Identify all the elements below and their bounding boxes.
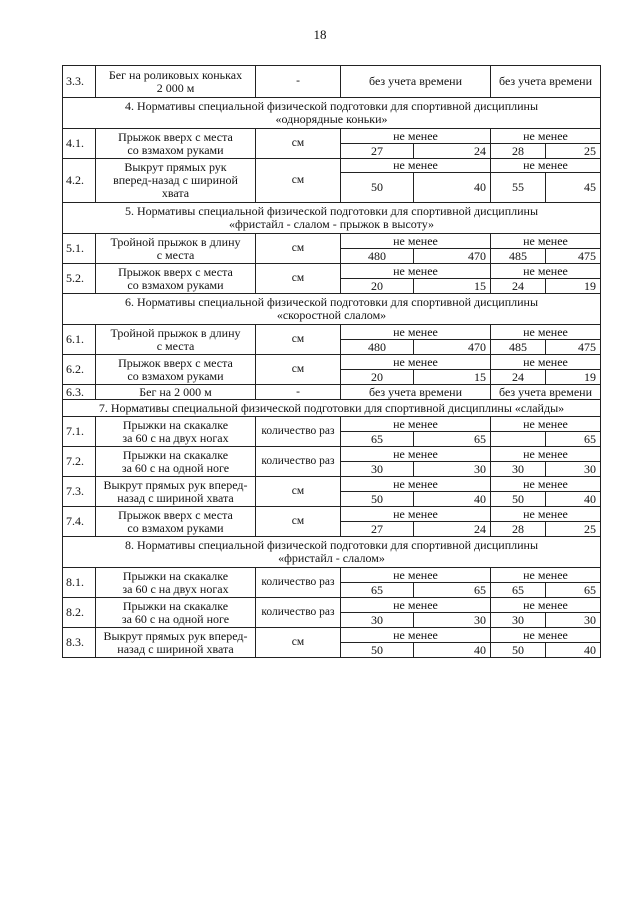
norm-value: 50 xyxy=(341,492,414,507)
table-row xyxy=(63,598,601,613)
exercise-name: Выкрут прямых рук вперед-назад с шириной хвата xyxy=(96,159,256,203)
exercise-name: Прыжок вверх с места со взмахом руками xyxy=(96,355,256,385)
section-header-row xyxy=(63,203,601,234)
norm-value: 470 xyxy=(414,249,491,264)
min-label: не менее xyxy=(491,507,601,522)
norm-value: 30 xyxy=(414,462,491,477)
unit: количество раз xyxy=(256,568,341,598)
norm-value: 485 xyxy=(491,340,546,355)
norm-value: 65 xyxy=(546,432,601,447)
table-row xyxy=(63,568,601,583)
exercise-name: Прыжок вверх с места со взмахом руками xyxy=(96,264,256,294)
norm-value: 30 xyxy=(546,613,601,628)
section-header-row xyxy=(63,294,601,325)
unit: см xyxy=(256,234,341,264)
row-number: 7.3. xyxy=(63,477,96,507)
unit: см xyxy=(256,355,341,385)
norm-value: 55 xyxy=(491,173,546,203)
exercise-name: Прыжки на скакалке за 60 с на одной ноге xyxy=(96,598,256,628)
exercise-name: Прыжки на скакалке за 60 с на двух ногах xyxy=(96,417,256,447)
standards-table xyxy=(62,65,601,658)
table-row xyxy=(63,264,601,279)
table-row xyxy=(63,477,601,492)
norm-value: 40 xyxy=(414,643,491,658)
min-label: не менее xyxy=(341,447,491,462)
table-row xyxy=(63,628,601,643)
min-label: не менее xyxy=(491,598,601,613)
min-label: не менее xyxy=(341,628,491,643)
min-label: не менее xyxy=(491,477,601,492)
table-row xyxy=(63,417,601,432)
norm-value: 24 xyxy=(414,144,491,159)
table-row xyxy=(63,129,601,144)
table-row xyxy=(63,355,601,370)
row-number: 8.3. xyxy=(63,628,96,658)
min-label: не менее xyxy=(341,568,491,583)
norm-value: 50 xyxy=(341,173,414,203)
norm-value: 28 xyxy=(491,144,546,159)
section-header-row xyxy=(63,98,601,129)
row-number: 3.3. xyxy=(63,66,96,98)
min-label: не менее xyxy=(341,598,491,613)
norm-value: 30 xyxy=(341,462,414,477)
norm-value: 25 xyxy=(546,522,601,537)
page-number: 18 xyxy=(313,27,327,42)
table-row xyxy=(63,507,601,522)
norm-value: 65 xyxy=(491,583,546,598)
norm-value: 40 xyxy=(546,492,601,507)
exercise-name: Выкрут прямых рук вперед- назад с шириной хвата xyxy=(96,628,256,658)
table-row xyxy=(63,66,601,98)
unit: см xyxy=(256,264,341,294)
exercise-name: Тройной прыжок в длину с места xyxy=(96,234,256,264)
exercise-name: Тройной прыжок в длину с места xyxy=(96,325,256,355)
norm-value: 24 xyxy=(491,279,546,294)
exercise-name: Бег на 2 000 м xyxy=(96,385,256,400)
min-label: не менее xyxy=(341,507,491,522)
norm-value: 45 xyxy=(546,173,601,203)
norm-value: 30 xyxy=(491,613,546,628)
norm-value: 65 xyxy=(414,432,491,447)
norm-value: 24 xyxy=(414,522,491,537)
table-row xyxy=(63,159,601,173)
norm-text: без учета времени xyxy=(341,66,491,98)
min-label: не менее xyxy=(341,355,491,370)
row-number: 7.4. xyxy=(63,507,96,537)
row-number: 8.2. xyxy=(63,598,96,628)
row-number: 5.2. xyxy=(63,264,96,294)
row-number: 6.2. xyxy=(63,355,96,385)
norm-value: 30 xyxy=(491,462,546,477)
min-label: не менее xyxy=(341,129,491,144)
norm-value: 65 xyxy=(546,583,601,598)
row-number: 7.2. xyxy=(63,447,96,477)
unit: см xyxy=(256,507,341,537)
norm-value: 40 xyxy=(414,173,491,203)
unit: см xyxy=(256,477,341,507)
min-label: не менее xyxy=(491,417,601,432)
row-number: 8.1. xyxy=(63,568,96,598)
row-number: 5.1. xyxy=(63,234,96,264)
norm-value: 470 xyxy=(414,340,491,355)
norm-value: 30 xyxy=(341,613,414,628)
table-row xyxy=(63,447,601,462)
norm-value: 20 xyxy=(341,279,414,294)
min-label: не менее xyxy=(491,325,601,340)
min-label: не менее xyxy=(491,628,601,643)
norm-value: 480 xyxy=(341,340,414,355)
norm-value: 485 xyxy=(491,249,546,264)
min-label: не менее xyxy=(491,355,601,370)
section-header-row xyxy=(63,400,601,417)
min-label: не менее xyxy=(341,234,491,249)
section-title: 6. Нормативы специальной физической подготовки для спортивной дисциплины «скоростной слалом» xyxy=(63,294,601,325)
min-label: не менее xyxy=(491,234,601,249)
norm-value: 19 xyxy=(546,279,601,294)
min-label: не менее xyxy=(341,159,491,173)
norm-value: 30 xyxy=(546,462,601,477)
norm-value: 30 xyxy=(414,613,491,628)
norm-value: 65 xyxy=(341,432,414,447)
section-title: 7. Нормативы специальной физической подготовки для спортивной дисциплины «слайды» xyxy=(63,400,601,417)
row-number: 4.2. xyxy=(63,159,96,203)
unit: - xyxy=(256,66,341,98)
row-number: 6.1. xyxy=(63,325,96,355)
table-row xyxy=(63,234,601,249)
min-label: не менее xyxy=(491,159,601,173)
section-title: 4. Нормативы специальной физической подготовки для спортивной дисциплины «однорядные коньки» xyxy=(63,98,601,129)
norm-value: 40 xyxy=(546,643,601,658)
min-label: не менее xyxy=(341,264,491,279)
norm-value: 475 xyxy=(546,340,601,355)
exercise-name: Прыжки на скакалке за 60 с на двух ногах xyxy=(96,568,256,598)
norm-value: 15 xyxy=(414,279,491,294)
min-label: не менее xyxy=(491,568,601,583)
min-label: не менее xyxy=(491,447,601,462)
table-row xyxy=(63,325,601,340)
min-label: не менее xyxy=(341,417,491,432)
norm-value: 480 xyxy=(341,249,414,264)
section-title: 5. Нормативы специальной физической подготовки для спортивной дисциплины «фристайл - слалом - прыжок в высоту» xyxy=(63,203,601,234)
norm-value: 15 xyxy=(414,370,491,385)
row-number: 4.1. xyxy=(63,129,96,159)
row-number: 6.3. xyxy=(63,385,96,400)
norm-value: 20 xyxy=(341,370,414,385)
norm-value xyxy=(491,432,546,447)
exercise-name: Прыжок вверх с места со взмахом руками xyxy=(96,129,256,159)
min-label: не менее xyxy=(341,325,491,340)
norm-value: 50 xyxy=(491,643,546,658)
norm-value: 25 xyxy=(546,144,601,159)
unit: количество раз xyxy=(256,598,341,628)
norm-value: 27 xyxy=(341,522,414,537)
unit: количество раз xyxy=(256,417,341,447)
section-title: 8. Нормативы специальной физической подготовки для спортивной дисциплины «фристайл - слалом» xyxy=(63,537,601,568)
section-header-row xyxy=(63,537,601,568)
unit: см xyxy=(256,159,341,203)
row-number: 7.1. xyxy=(63,417,96,447)
unit: количество раз xyxy=(256,447,341,477)
norm-value: 40 xyxy=(414,492,491,507)
norm-value: 50 xyxy=(491,492,546,507)
norm-text: без учета времени xyxy=(491,385,601,400)
unit: см xyxy=(256,129,341,159)
unit: - xyxy=(256,385,341,400)
min-label: не менее xyxy=(491,129,601,144)
exercise-name: Прыжок вверх с места со взмахом руками xyxy=(96,507,256,537)
table-row xyxy=(63,385,601,400)
norm-value: 50 xyxy=(341,643,414,658)
exercise-name: Бег на роликовых коньках 2 000 м xyxy=(96,66,256,98)
norm-value: 24 xyxy=(491,370,546,385)
unit: см xyxy=(256,325,341,355)
unit: см xyxy=(256,628,341,658)
norm-value: 65 xyxy=(414,583,491,598)
exercise-name: Прыжки на скакалке за 60 с на одной ноге xyxy=(96,447,256,477)
norm-value: 19 xyxy=(546,370,601,385)
min-label: не менее xyxy=(341,477,491,492)
norm-value: 28 xyxy=(491,522,546,537)
min-label: не менее xyxy=(491,264,601,279)
norm-text: без учета времени xyxy=(341,385,491,400)
exercise-name: Выкрут прямых рук вперед- назад с шириной хвата xyxy=(96,477,256,507)
norm-text: без учета времени xyxy=(491,66,601,98)
norm-value: 475 xyxy=(546,249,601,264)
norm-value: 65 xyxy=(341,583,414,598)
norm-value: 27 xyxy=(341,144,414,159)
